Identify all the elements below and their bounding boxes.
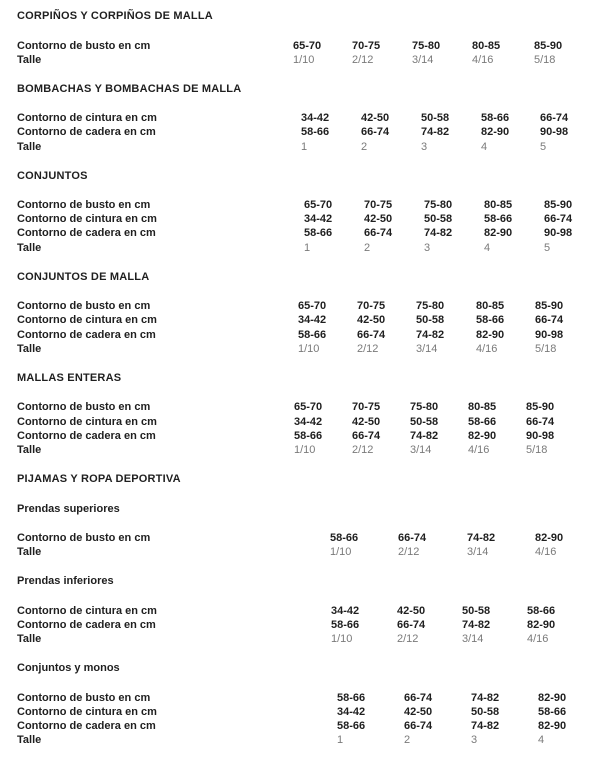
table-cell: 1/10 [298, 343, 320, 355]
table-cell: 34-42 [331, 605, 360, 617]
row-label: Contorno de cadera en cm [17, 227, 156, 239]
table-cell: 2 [364, 242, 371, 254]
table-cell: 80-85 [468, 401, 497, 413]
table-cell: 74-82 [467, 532, 496, 544]
table-cell: 75-80 [416, 300, 445, 312]
table-cell: 82-90 [535, 532, 564, 544]
table-cell: 4/16 [476, 343, 498, 355]
table-cell: 66-74 [535, 314, 564, 326]
table-cell: 58-66 [301, 126, 330, 138]
table-cell: 58-66 [331, 619, 360, 631]
table-cell: 65-70 [294, 401, 323, 413]
table-cell: 3 [471, 734, 478, 746]
table-cell: 65-70 [304, 199, 333, 211]
table-cell: 42-50 [404, 706, 433, 718]
table-cell: 4/16 [472, 54, 494, 66]
table-cell: 80-85 [484, 199, 513, 211]
table-cell: 70-75 [352, 40, 381, 52]
table-cell: 66-74 [544, 213, 573, 225]
row-label: Talle [17, 242, 42, 254]
table-cell: 42-50 [352, 416, 381, 428]
table-cell: 34-42 [304, 213, 333, 225]
table-cell: 70-75 [352, 401, 381, 413]
section-title-pijamas: PIJAMAS Y ROPA DEPORTIVA [17, 473, 181, 485]
table-cell: 70-75 [357, 300, 386, 312]
table-cell: 50-58 [421, 112, 450, 124]
row-label: Contorno de busto en cm [17, 532, 151, 544]
row-label: Talle [17, 444, 42, 456]
row-label: Contorno de cintura en cm [17, 605, 157, 617]
table-cell: 66-74 [397, 619, 426, 631]
row-label: Contorno de cadera en cm [17, 126, 156, 138]
table-cell: 42-50 [364, 213, 393, 225]
table-cell: 1/10 [294, 444, 316, 456]
table-cell: 5/18 [535, 343, 557, 355]
row-label: Contorno de busto en cm [17, 199, 151, 211]
row-label: Contorno de cadera en cm [17, 619, 156, 631]
table-cell: 42-50 [361, 112, 390, 124]
table-cell: 74-82 [410, 430, 439, 442]
table-cell: 80-85 [476, 300, 505, 312]
table-cell: 1/10 [293, 54, 315, 66]
table-cell: 74-82 [471, 720, 500, 732]
table-cell: 74-82 [462, 619, 491, 631]
subsection-title-conjuntos-monos: Conjuntos y monos [17, 662, 120, 674]
row-label: Contorno de busto en cm [17, 300, 151, 312]
row-label: Contorno de cintura en cm [17, 706, 157, 718]
table-cell: 50-58 [410, 416, 439, 428]
table-cell: 74-82 [471, 692, 500, 704]
table-cell: 1/10 [331, 633, 353, 645]
table-cell: 85-90 [544, 199, 573, 211]
row-label: Contorno de cintura en cm [17, 416, 157, 428]
table-cell: 2/12 [352, 444, 374, 456]
row-label: Contorno de cintura en cm [17, 314, 157, 326]
subsection-title-inferiores: Prendas inferiores [17, 575, 114, 587]
table-cell: 58-66 [476, 314, 505, 326]
table-cell: 66-74 [404, 692, 433, 704]
row-label: Talle [17, 343, 42, 355]
table-cell: 90-98 [526, 430, 555, 442]
table-cell: 82-90 [481, 126, 510, 138]
table-cell: 85-90 [534, 40, 563, 52]
table-cell: 50-58 [424, 213, 453, 225]
table-cell: 3/14 [462, 633, 484, 645]
table-cell: 34-42 [301, 112, 330, 124]
table-cell: 82-90 [484, 227, 513, 239]
table-cell: 3 [421, 141, 428, 153]
table-cell: 58-66 [298, 329, 327, 341]
section-title-bombachas: BOMBACHAS Y BOMBACHAS DE MALLA [17, 83, 242, 95]
table-cell: 58-66 [337, 692, 366, 704]
row-label: Talle [17, 633, 42, 645]
table-cell: 5 [540, 141, 547, 153]
table-cell: 80-85 [472, 40, 501, 52]
table-cell: 66-74 [361, 126, 390, 138]
row-label: Contorno de busto en cm [17, 401, 151, 413]
table-cell: 3/14 [467, 546, 489, 558]
table-cell: 5/18 [526, 444, 548, 456]
table-cell: 2/12 [357, 343, 379, 355]
table-cell: 75-80 [410, 401, 439, 413]
table-cell: 65-70 [298, 300, 327, 312]
table-cell: 74-82 [424, 227, 453, 239]
table-cell: 82-90 [527, 619, 556, 631]
table-cell: 4 [481, 141, 488, 153]
table-cell: 58-66 [468, 416, 497, 428]
table-cell: 2 [361, 141, 368, 153]
table-cell: 4 [538, 734, 545, 746]
table-cell: 74-82 [416, 329, 445, 341]
table-cell: 34-42 [298, 314, 327, 326]
table-cell: 85-90 [526, 401, 555, 413]
row-label: Talle [17, 141, 42, 153]
table-cell: 58-66 [527, 605, 556, 617]
table-cell: 66-74 [352, 430, 381, 442]
table-cell: 42-50 [357, 314, 386, 326]
table-cell: 34-42 [337, 706, 366, 718]
table-cell: 50-58 [462, 605, 491, 617]
table-cell: 66-74 [364, 227, 393, 239]
table-cell: 4/16 [527, 633, 549, 645]
row-label: Contorno de cadera en cm [17, 329, 156, 341]
table-cell: 66-74 [526, 416, 555, 428]
table-cell: 34-42 [294, 416, 323, 428]
table-cell: 4/16 [468, 444, 490, 456]
table-cell: 4/16 [535, 546, 557, 558]
table-cell: 42-50 [397, 605, 426, 617]
table-cell: 58-66 [538, 706, 567, 718]
section-title-corpinos: CORPIÑOS Y CORPIÑOS DE MALLA [17, 10, 213, 22]
section-title-conjuntos: CONJUNTOS [17, 170, 88, 182]
table-cell: 50-58 [416, 314, 445, 326]
table-cell: 2/12 [398, 546, 420, 558]
row-label: Talle [17, 546, 42, 558]
table-cell: 1 [304, 242, 311, 254]
subsection-title-superiores: Prendas superiores [17, 503, 120, 515]
table-cell: 66-74 [540, 112, 569, 124]
table-cell: 82-90 [538, 692, 567, 704]
table-cell: 2/12 [397, 633, 419, 645]
row-label: Contorno de cadera en cm [17, 720, 156, 732]
table-cell: 90-98 [535, 329, 564, 341]
section-title-mallas-enteras: MALLAS ENTERAS [17, 372, 122, 384]
row-label: Contorno de busto en cm [17, 40, 151, 52]
table-cell: 90-98 [540, 126, 569, 138]
row-label: Contorno de busto en cm [17, 692, 151, 704]
section-title-conjuntos-malla: CONJUNTOS DE MALLA [17, 271, 150, 283]
row-label: Talle [17, 734, 42, 746]
row-label: Contorno de cadera en cm [17, 430, 156, 442]
table-cell: 1 [337, 734, 344, 746]
table-cell: 1 [301, 141, 308, 153]
table-cell: 66-74 [357, 329, 386, 341]
table-cell: 74-82 [421, 126, 450, 138]
table-cell: 82-90 [476, 329, 505, 341]
table-cell: 70-75 [364, 199, 393, 211]
table-cell: 82-90 [468, 430, 497, 442]
table-cell: 66-74 [404, 720, 433, 732]
table-cell: 2/12 [352, 54, 374, 66]
row-label: Contorno de cintura en cm [17, 213, 157, 225]
table-cell: 2 [404, 734, 411, 746]
table-cell: 50-58 [471, 706, 500, 718]
table-cell: 58-66 [337, 720, 366, 732]
table-cell: 4 [484, 242, 491, 254]
table-cell: 3/14 [412, 54, 434, 66]
table-cell: 82-90 [538, 720, 567, 732]
table-cell: 3/14 [410, 444, 432, 456]
table-cell: 58-66 [484, 213, 513, 225]
table-cell: 58-66 [304, 227, 333, 239]
table-cell: 5 [544, 242, 551, 254]
table-cell: 65-70 [293, 40, 322, 52]
table-cell: 58-66 [330, 532, 359, 544]
table-cell: 85-90 [535, 300, 564, 312]
table-cell: 66-74 [398, 532, 427, 544]
table-cell: 3/14 [416, 343, 438, 355]
table-cell: 75-80 [412, 40, 441, 52]
table-cell: 1/10 [330, 546, 352, 558]
table-cell: 3 [424, 242, 431, 254]
table-cell: 75-80 [424, 199, 453, 211]
row-label: Talle [17, 54, 42, 66]
table-cell: 58-66 [294, 430, 323, 442]
table-cell: 58-66 [481, 112, 510, 124]
row-label: Contorno de cintura en cm [17, 112, 157, 124]
table-cell: 90-98 [544, 227, 573, 239]
table-cell: 5/18 [534, 54, 556, 66]
